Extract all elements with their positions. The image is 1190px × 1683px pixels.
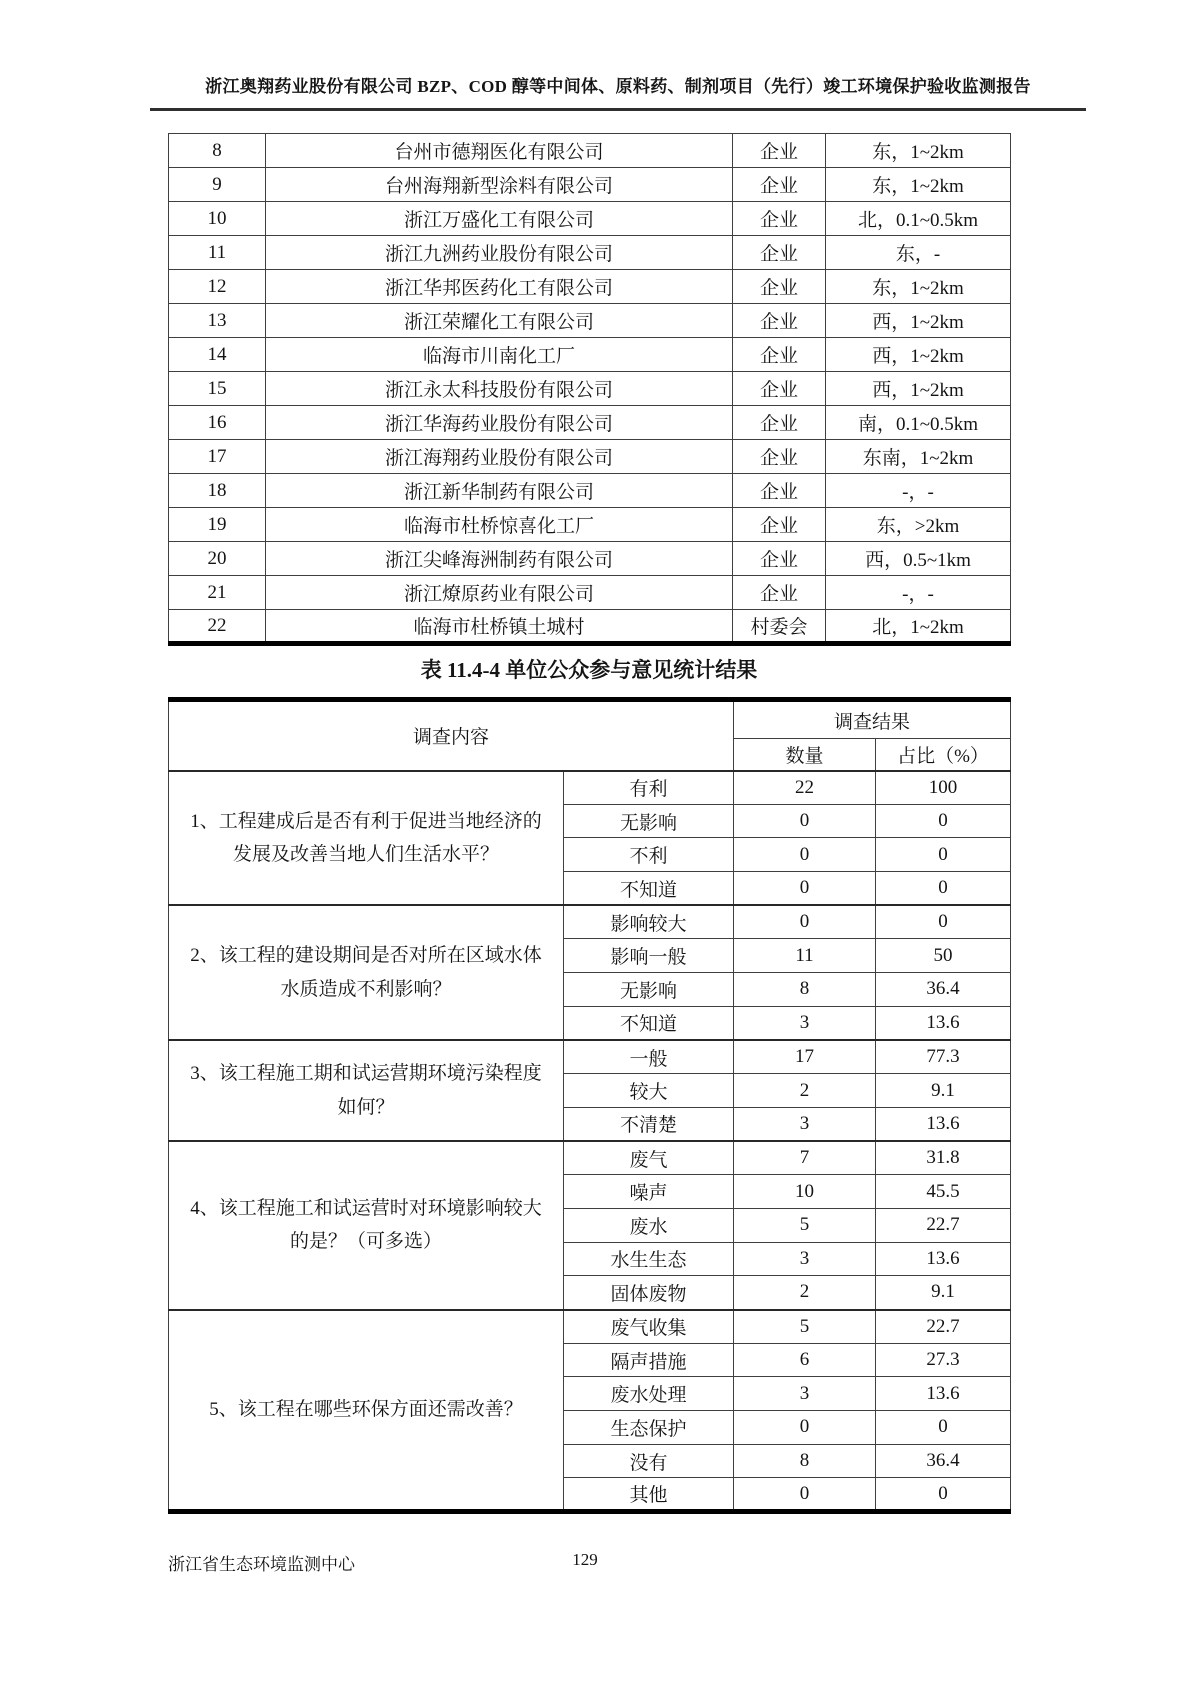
location-cell: -，- (826, 474, 1011, 508)
percent-cell: 36.4 (876, 1444, 1011, 1478)
header-count: 数量 (734, 739, 876, 771)
count-cell: 7 (734, 1141, 876, 1175)
row-number-cell: 22 (169, 610, 266, 644)
percent-cell: 13.6 (876, 1006, 1011, 1040)
option-cell: 无影响 (564, 804, 734, 838)
percent-cell: 0 (876, 838, 1011, 872)
percent-cell: 0 (876, 905, 1011, 939)
count-cell: 0 (734, 804, 876, 838)
percent-cell: 0 (876, 804, 1011, 838)
option-cell: 其他 (564, 1478, 734, 1512)
row-number-cell: 17 (169, 440, 266, 474)
unit-type-cell: 企业 (733, 542, 826, 576)
row-number-cell: 8 (169, 134, 266, 168)
survey-row (169, 905, 1011, 939)
percent-cell: 50 (876, 939, 1011, 973)
location-cell: 东，1~2km (826, 134, 1011, 168)
unit-type-cell: 企业 (733, 236, 826, 270)
percent-cell: 0 (876, 872, 1011, 906)
location-cell: 东，>2km (826, 508, 1011, 542)
question-cell: 5、该工程在哪些环保方面还需改善？ (169, 1310, 564, 1512)
location-cell: 南，0.1~0.5km (826, 406, 1011, 440)
company-name-cell: 浙江九洲药业股份有限公司 (266, 236, 733, 270)
company-name-cell: 浙江华海药业股份有限公司 (266, 406, 733, 440)
count-cell: 3 (734, 1377, 876, 1411)
doc-header: 浙江奥翔药业股份有限公司 BZP、COD 醇等中间体、原料药、制剂项目（先行）竣工环境保护验收监测报告 (150, 72, 1086, 111)
unit-type-cell: 企业 (733, 304, 826, 338)
unit-type-cell: 企业 (733, 134, 826, 168)
company-name-cell: 临海市杜桥镇土城村 (266, 610, 733, 644)
company-name-cell: 浙江尖峰海洲制药有限公司 (266, 542, 733, 576)
percent-cell: 0 (876, 1478, 1011, 1512)
option-cell: 不知道 (564, 872, 734, 906)
option-cell: 废气收集 (564, 1310, 734, 1344)
neighbor-row (169, 542, 1011, 576)
unit-type-cell: 企业 (733, 576, 826, 610)
count-cell: 17 (734, 1040, 876, 1074)
question-cell: 1、工程建成后是否有利于促进当地经济的发展及改善当地人们生活水平？ (169, 771, 564, 906)
unit-type-cell: 企业 (733, 372, 826, 406)
option-cell: 较大 (564, 1074, 734, 1108)
neighbor-row (169, 576, 1011, 610)
unit-type-cell: 企业 (733, 508, 826, 542)
unit-type-cell: 村委会 (733, 610, 826, 644)
row-number-cell: 14 (169, 338, 266, 372)
survey-row (169, 771, 1011, 805)
count-cell: 3 (734, 1242, 876, 1276)
count-cell: 0 (734, 838, 876, 872)
company-name-cell: 浙江燎原药业有限公司 (266, 576, 733, 610)
row-number-cell: 11 (169, 236, 266, 270)
option-cell: 影响较大 (564, 905, 734, 939)
count-cell: 22 (734, 771, 876, 805)
option-cell: 噪声 (564, 1175, 734, 1209)
option-cell: 生态保护 (564, 1411, 734, 1445)
percent-cell: 22.7 (876, 1310, 1011, 1344)
location-cell: 东南，1~2km (826, 440, 1011, 474)
location-cell: -，- (826, 576, 1011, 610)
count-cell: 0 (734, 1478, 876, 1512)
location-cell: 西，1~2km (826, 338, 1011, 372)
location-cell: 东，1~2km (826, 168, 1011, 202)
count-cell: 5 (734, 1310, 876, 1344)
percent-cell: 0 (876, 1411, 1011, 1445)
option-cell: 隔声措施 (564, 1343, 734, 1377)
count-cell: 0 (734, 872, 876, 906)
company-name-cell: 浙江荣耀化工有限公司 (266, 304, 733, 338)
question-cell: 4、该工程施工和试运营时对环境影响较大的是？（可多选） (169, 1141, 564, 1309)
percent-cell: 77.3 (876, 1040, 1011, 1074)
company-name-cell: 浙江万盛化工有限公司 (266, 202, 733, 236)
header-survey-content: 调查内容 (169, 700, 734, 771)
survey-table-body (169, 771, 1011, 1512)
header-percent: 占比（%） (876, 739, 1011, 771)
row-number-cell: 12 (169, 270, 266, 304)
neighbor-row (169, 372, 1011, 406)
question-cell: 3、该工程施工期和试运营期环境污染程度如何？ (169, 1040, 564, 1141)
survey-row (169, 1141, 1011, 1175)
neighbor-row (169, 610, 1011, 644)
option-cell: 没有 (564, 1444, 734, 1478)
company-name-cell: 台州海翔新型涂料有限公司 (266, 168, 733, 202)
unit-type-cell: 企业 (733, 406, 826, 440)
unit-type-cell: 企业 (733, 338, 826, 372)
location-cell: 北，1~2km (826, 610, 1011, 644)
count-cell: 8 (734, 1444, 876, 1478)
option-cell: 不清楚 (564, 1107, 734, 1141)
unit-type-cell: 企业 (733, 202, 826, 236)
percent-cell: 100 (876, 771, 1011, 805)
location-cell: 东，- (826, 236, 1011, 270)
company-name-cell: 浙江华邦医药化工有限公司 (266, 270, 733, 304)
count-cell: 3 (734, 1107, 876, 1141)
unit-type-cell: 企业 (733, 168, 826, 202)
neighbor-row (169, 202, 1011, 236)
percent-cell: 13.6 (876, 1377, 1011, 1411)
neighbor-row (169, 270, 1011, 304)
neighbor-row (169, 236, 1011, 270)
count-cell: 2 (734, 1074, 876, 1108)
page-number: 129 (572, 1550, 598, 1569)
option-cell: 不知道 (564, 1006, 734, 1040)
unit-type-cell: 企业 (733, 440, 826, 474)
option-cell: 一般 (564, 1040, 734, 1074)
unit-type-cell: 企业 (733, 474, 826, 508)
percent-cell: 22.7 (876, 1208, 1011, 1242)
count-cell: 3 (734, 1006, 876, 1040)
neighbor-row (169, 406, 1011, 440)
percent-cell: 45.5 (876, 1175, 1011, 1209)
company-name-cell: 临海市杜桥惊喜化工厂 (266, 508, 733, 542)
percent-cell: 13.6 (876, 1242, 1011, 1276)
percent-cell: 31.8 (876, 1141, 1011, 1175)
location-cell: 北，0.1~0.5km (826, 202, 1011, 236)
count-cell: 0 (734, 1411, 876, 1445)
row-number-cell: 18 (169, 474, 266, 508)
option-cell: 废水处理 (564, 1377, 734, 1411)
percent-cell: 9.1 (876, 1074, 1011, 1108)
option-cell: 无影响 (564, 973, 734, 1007)
count-cell: 8 (734, 973, 876, 1007)
option-cell: 有利 (564, 771, 734, 805)
option-cell: 不利 (564, 838, 734, 872)
neighbor-row (169, 168, 1011, 202)
company-name-cell: 台州市德翔医化有限公司 (266, 134, 733, 168)
row-number-cell: 21 (169, 576, 266, 610)
location-cell: 东，1~2km (826, 270, 1011, 304)
header-survey-result: 调查结果 (734, 700, 1011, 739)
location-cell: 西，0.5~1km (826, 542, 1011, 576)
row-number-cell: 15 (169, 372, 266, 406)
unit-type-cell: 企业 (733, 270, 826, 304)
footer-org: 浙江省生态环境监测中心 (168, 1555, 355, 1574)
location-cell: 西，1~2km (826, 304, 1011, 338)
survey-row (169, 1310, 1011, 1344)
company-name-cell: 浙江永太科技股份有限公司 (266, 372, 733, 406)
count-cell: 2 (734, 1276, 876, 1310)
company-name-cell: 临海市川南化工厂 (266, 338, 733, 372)
neighbor-row (169, 134, 1011, 168)
percent-cell: 27.3 (876, 1343, 1011, 1377)
percent-cell: 13.6 (876, 1107, 1011, 1141)
survey-table (168, 697, 1011, 1514)
option-cell: 废水 (564, 1208, 734, 1242)
company-name-cell: 浙江海翔药业股份有限公司 (266, 440, 733, 474)
neighbor-row (169, 304, 1011, 338)
row-number-cell: 13 (169, 304, 266, 338)
count-cell: 0 (734, 905, 876, 939)
row-number-cell: 19 (169, 508, 266, 542)
neighbors-table-body (169, 134, 1011, 644)
option-cell: 固体废物 (564, 1276, 734, 1310)
count-cell: 6 (734, 1343, 876, 1377)
option-cell: 废气 (564, 1141, 734, 1175)
survey-row (169, 1040, 1011, 1074)
neighbor-row (169, 474, 1011, 508)
neighbors-table (168, 133, 1011, 646)
table-caption: 表 11.4-4 单位公众参与意见统计结果 (420, 658, 758, 682)
count-cell: 5 (734, 1208, 876, 1242)
neighbor-row (169, 338, 1011, 372)
company-name-cell: 浙江新华制药有限公司 (266, 474, 733, 508)
option-cell: 水生生态 (564, 1242, 734, 1276)
option-cell: 影响一般 (564, 939, 734, 973)
row-number-cell: 20 (169, 542, 266, 576)
neighbor-row (169, 508, 1011, 542)
percent-cell: 36.4 (876, 973, 1011, 1007)
neighbor-row (169, 440, 1011, 474)
row-number-cell: 10 (169, 202, 266, 236)
count-cell: 10 (734, 1175, 876, 1209)
question-cell: 2、该工程的建设期间是否对所在区域水体水质造成不利影响？ (169, 905, 564, 1040)
survey-header-row (169, 700, 1011, 739)
location-cell: 西，1~2km (826, 372, 1011, 406)
row-number-cell: 9 (169, 168, 266, 202)
count-cell: 11 (734, 939, 876, 973)
row-number-cell: 16 (169, 406, 266, 440)
percent-cell: 9.1 (876, 1276, 1011, 1310)
